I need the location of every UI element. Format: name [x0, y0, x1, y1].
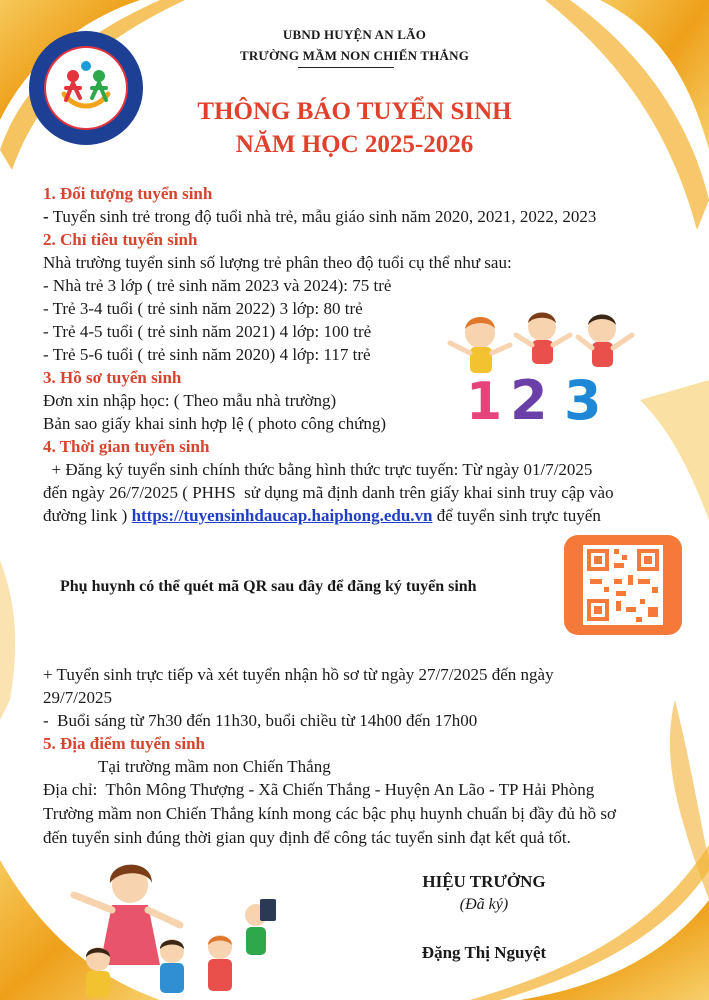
section-4-heading: 4. Thời gian tuyển sinh [43, 437, 210, 456]
quota-item: - Trẻ 3-4 tuổi ( trẻ sinh năm 2022) 3 lớp: 80 trẻ [43, 299, 363, 318]
principal-name: Đặng Thị Nguyệt [421, 943, 547, 962]
office-hours: - Buổi sáng từ 7h30 đến 11h30, buổi chiều từ 14h00 đến 17h00 [43, 711, 478, 730]
link-outro: để tuyển sinh trực tuyến [436, 506, 601, 525]
qr-note: Phụ huynh có thể quét mã QR sau đây để đăng ký tuyển sinh [60, 578, 477, 595]
section-1-text [43, 206, 596, 228]
document-item: Bản sao giấy khai sinh hợp lệ ( photo công chứng) [43, 414, 387, 433]
link-intro: đường link ) [43, 506, 128, 525]
online-registration-line: + Đăng ký tuyển sinh chính thức bằng hình thức trực tuyến: Từ ngày 01/7/2025 [43, 460, 593, 479]
section-5-heading: 5. Địa điểm tuyển sinh [43, 734, 205, 753]
school-logo [26, 28, 146, 148]
direct-registration-line: 29/7/2025 [43, 688, 112, 707]
school-name-underline [298, 67, 394, 68]
quota-item: - Trẻ 5-6 tuổi ( trẻ sinh năm 2020) 4 lớp: 117 trẻ [43, 345, 371, 364]
school-year-title: NĂM HỌC 2025-2026 [235, 131, 474, 158]
svg-text:2: 2 [510, 369, 548, 425]
qr-code[interactable] [564, 535, 682, 635]
closing-text: đến tuyển sinh đúng thời gian quy định để công tác tuyển sinh đạt kết quả tốt. [43, 828, 571, 847]
svg-text:3: 3 [564, 369, 602, 425]
section-2-heading: 2. Chỉ tiêu tuyển sinh [43, 230, 198, 249]
online-registration-line: đến ngày 26/7/2025 ( PHHS sử dụng mã định danh trên giấy khai sinh truy cập vào [43, 483, 614, 502]
direct-registration-line: + Tuyển sinh trực tiếp và xét tuyển nhận hồ sơ từ ngày 27/7/2025 đến ngày [43, 665, 554, 684]
section-1-body: Tuyển sinh trẻ trong độ tuổi nhà trẻ, mẫu giáo sinh năm 2020, 2021, 2022, 2023 [52, 207, 597, 226]
online-registration-line [43, 505, 601, 527]
svg-text:1: 1 [466, 372, 503, 425]
kids-123-illustration [442, 305, 642, 425]
notice-title: THÔNG BÁO TUYỂN SINH [197, 98, 512, 125]
closing-text: Trường mầm non Chiến Thắng kính mong các bậc phụ huynh chuẩn bị đầy đủ hồ sơ [43, 804, 617, 823]
section-3-heading: 3. Hồ sơ tuyển sinh [43, 368, 182, 387]
principal-title: HIỆU TRƯỞNG [422, 872, 546, 891]
registration-link[interactable]: https://tuyensinhdaucap.haiphong.edu.vn [131, 506, 433, 525]
document-item: Đơn xin nhập học: ( Theo mẫu nhà trường) [43, 391, 337, 410]
teacher-kids-illustration [60, 855, 280, 1000]
authority-name: UBND HUYỆN AN LÃO [282, 27, 427, 42]
location-address: Địa chỉ: Thôn Mông Thượng - Xã Chiến Thắng - Huyện An Lão - TP Hải Phòng [43, 780, 595, 799]
school-name: TRƯỜNG MẦM NON CHIẾN THẮNG [239, 48, 470, 63]
quota-item: - Trẻ 4-5 tuổi ( trẻ sinh năm 2021) 4 lớp: 100 trẻ [43, 322, 372, 341]
signed-note: (Đã ký) [459, 896, 509, 913]
section-1-heading: 1. Đối tượng tuyển sinh [43, 184, 213, 203]
section-2-intro: Nhà trường tuyển sinh số lượng trẻ phân theo độ tuổi cụ thể như sau: [43, 253, 512, 272]
location-place: Tại trường mầm non Chiến Thắng [98, 757, 331, 776]
quota-item: - Nhà trẻ 3 lớp ( trẻ sinh năm 2023 và 2024): 75 trẻ [43, 276, 392, 295]
section-1-bullet: - [43, 207, 49, 226]
